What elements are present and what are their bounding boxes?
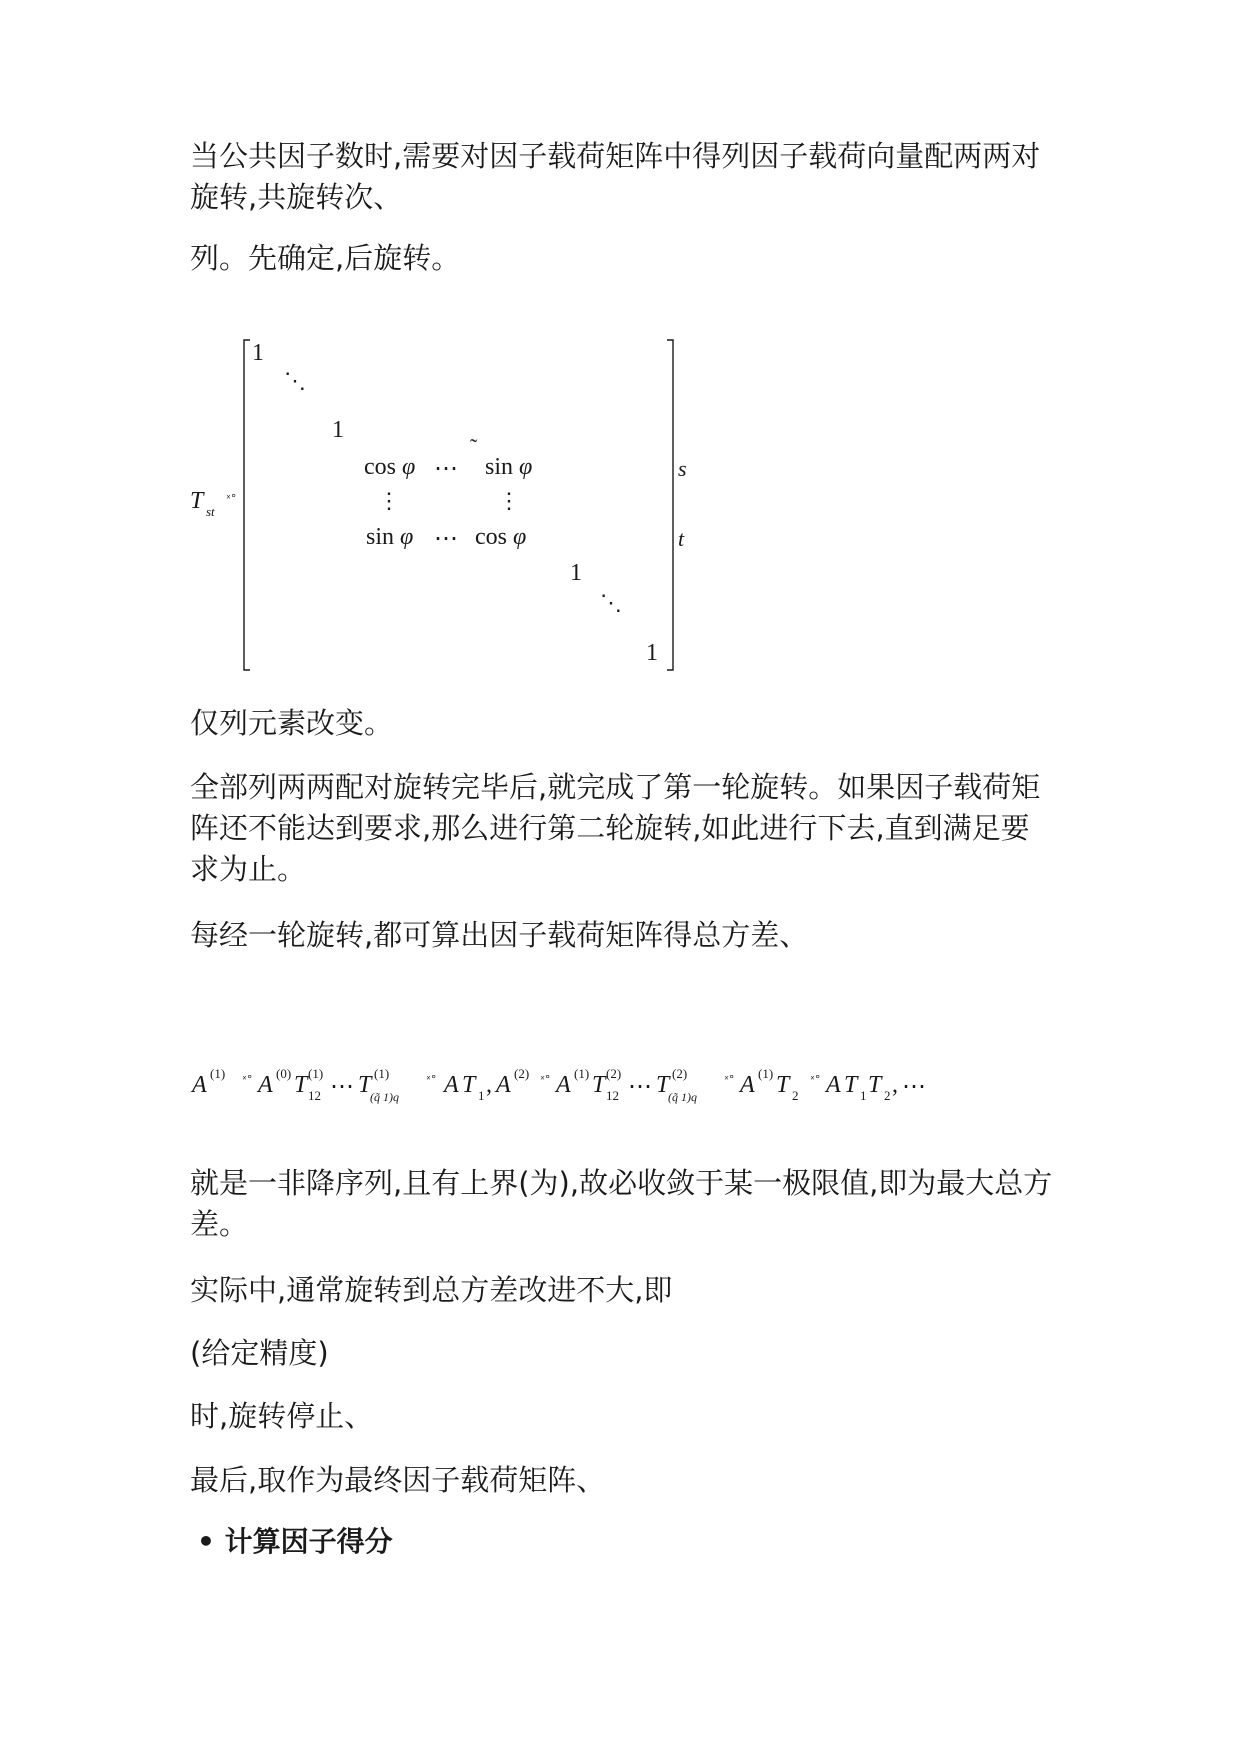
matrix-name-subscript: st — [206, 504, 215, 519]
subscript: 1 — [478, 1088, 485, 1103]
equals-glyph: ˣ° — [426, 1073, 437, 1086]
matrix-entry-one: 1 — [570, 560, 582, 586]
variance-sequence-formula — [190, 1060, 990, 1120]
equals-glyph: ˣ° — [226, 492, 237, 505]
row-label-s: s — [678, 456, 687, 481]
sin-label: sin — [366, 524, 395, 550]
paragraph-line: 时,旋转停止、 — [190, 1399, 374, 1433]
paragraph-line: 旋转,共旋转次、 — [190, 180, 403, 214]
cos-label: cos — [475, 524, 507, 550]
comma: , — [486, 1072, 492, 1098]
subscript: 2 — [792, 1088, 799, 1103]
paragraph-line: 仅列元素改变。 — [190, 706, 394, 740]
symbol-T: T — [294, 1072, 308, 1098]
matrix-ddots: ⋱ — [284, 368, 306, 393]
symbol-T: T — [868, 1072, 882, 1098]
equals-glyph: ˣ° — [242, 1073, 253, 1086]
matrix-entry-sin — [485, 454, 532, 481]
paragraph-line: 阵还不能达到要求,那么进行第二轮旋转,如此进行下去,直到满足要 — [190, 811, 1030, 845]
symbol-T: T — [844, 1072, 858, 1098]
paragraph-line: 当公共因子数时,需要对因子载荷矩阵中得列因子载荷向量配两两对 — [190, 139, 1041, 173]
phi-symbol: φ — [402, 454, 416, 480]
sin-label: sin — [485, 454, 514, 480]
superscript: (1) — [210, 1066, 226, 1081]
matrix-vdots: ⋮ — [378, 488, 400, 513]
superscript: (1) — [308, 1066, 324, 1081]
matrix-entry-one: 1 — [252, 340, 264, 366]
superscript: (1) — [758, 1066, 774, 1081]
matrix-ddots: ⋱ — [600, 590, 622, 615]
equals-glyph: ˣ° — [540, 1073, 551, 1086]
matrix-hdots: ⋯ — [434, 526, 458, 552]
matrix-entry-cos — [364, 454, 415, 481]
paragraph-line: 每经一轮旋转,都可算出因子载荷矩阵得总方差、 — [190, 918, 809, 952]
dots: ⋯ — [628, 1074, 652, 1100]
symbol-A: A — [444, 1072, 459, 1098]
symbol-T: T — [592, 1072, 606, 1098]
section-heading: • 计算因子得分 — [197, 1525, 393, 1558]
cos-label: cos — [364, 454, 396, 480]
paragraph-line: 就是一非降序列,且有上界(为),故必收敛于某一极限值,即为最大总方 — [190, 1166, 1053, 1200]
symbol-A: A — [826, 1072, 841, 1098]
matrix-entry-cos — [475, 524, 526, 551]
matrix-tilde: ˜ — [470, 434, 478, 459]
paragraph-line: 列。先确定,后旋转。 — [190, 241, 461, 275]
matrix-entry-one: 1 — [646, 640, 658, 666]
symbol-A: A — [258, 1072, 273, 1098]
matrix-hdots: ⋯ — [434, 456, 458, 482]
matrix-vdots: ⋮ — [498, 488, 520, 513]
symbol-A: A — [556, 1072, 571, 1098]
symbol-T: T — [776, 1072, 790, 1098]
paragraph-line: 求为止。 — [190, 852, 307, 886]
subscript: 1 — [860, 1088, 867, 1103]
subscript: (q̃ 1)q — [370, 1090, 399, 1104]
comma: , — [892, 1072, 898, 1098]
symbol-T: T — [656, 1072, 670, 1098]
dots: ⋯ — [330, 1074, 354, 1100]
paragraph-line: 最后,取作为最终因子载荷矩阵、 — [190, 1463, 606, 1497]
symbol-A: A — [496, 1072, 511, 1098]
equals-glyph: ˣ° — [724, 1073, 735, 1086]
dots: ⋯ — [902, 1074, 926, 1100]
symbol-A: A — [192, 1072, 207, 1098]
superscript: (0) — [276, 1066, 292, 1081]
superscript: (2) — [672, 1066, 688, 1081]
subscript: 12 — [606, 1088, 619, 1103]
symbol-T: T — [462, 1072, 476, 1098]
phi-symbol: φ — [519, 454, 533, 480]
superscript: (1) — [574, 1066, 590, 1081]
symbol-T: T — [358, 1072, 372, 1098]
matrix-entry-sin — [366, 524, 413, 551]
paragraph-line: (给定精度) — [190, 1336, 329, 1370]
phi-symbol: φ — [400, 524, 414, 550]
subscript: 2 — [884, 1088, 891, 1103]
paragraph-line: 差。 — [190, 1207, 249, 1241]
phi-symbol: φ — [513, 524, 527, 550]
paragraph-line: 实际中,通常旋转到总方差改进不大,即 — [190, 1273, 673, 1307]
paragraph-line: 全部列两两配对旋转完毕后,就完成了第一轮旋转。如果因子载荷矩 — [190, 770, 1041, 804]
subscript: (q̃ 1)q — [668, 1090, 697, 1104]
equals-glyph: ˣ° — [810, 1073, 821, 1086]
symbol-A: A — [740, 1072, 755, 1098]
superscript: (2) — [514, 1066, 530, 1081]
rotation-matrix-equation — [180, 330, 700, 680]
superscript: (1) — [374, 1066, 390, 1081]
row-label-t: t — [678, 526, 685, 551]
matrix-name: T — [190, 488, 204, 514]
subscript: 12 — [308, 1088, 321, 1103]
matrix-brackets — [180, 330, 700, 680]
superscript: (2) — [606, 1066, 622, 1081]
matrix-entry-one: 1 — [332, 417, 344, 443]
